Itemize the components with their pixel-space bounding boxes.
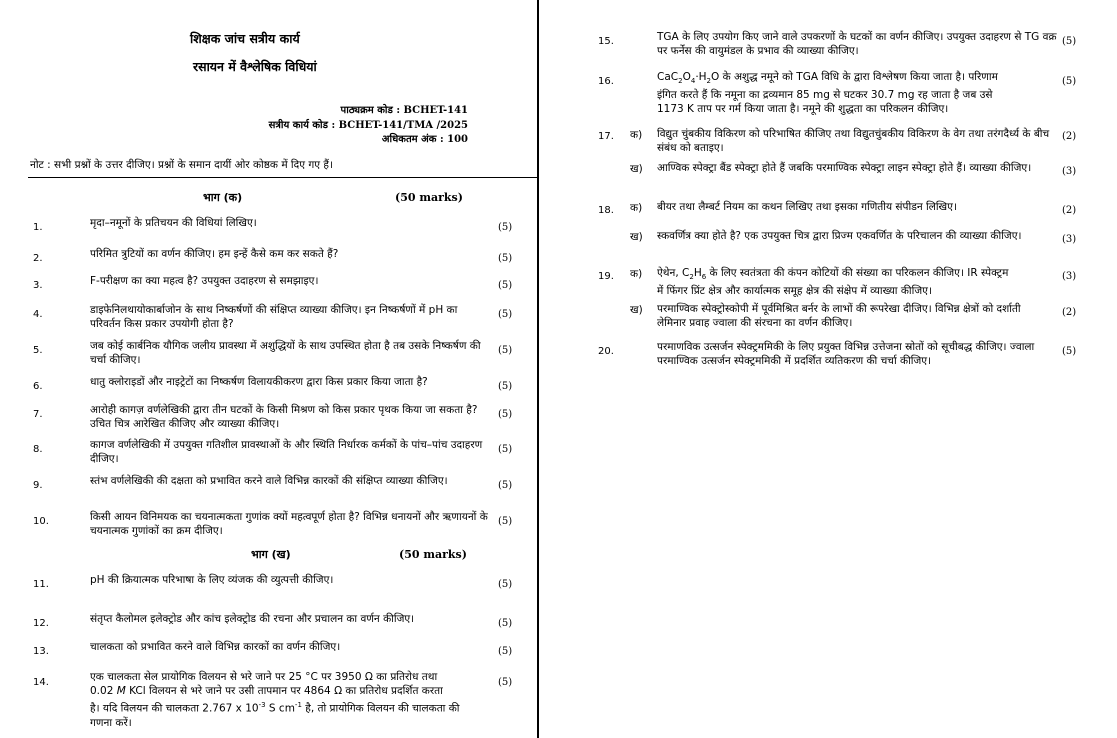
- question-text: परमाणविक उत्सर्जन स्पेक्ट्रममिकी के लिए प्रयुक्त विभिन्न उत्तेजना स्रोतों को सूचीबद्ध कीजिए। ज्वाला परमाण्विक उत्सर्जन स्पेक्ट्रममिकी में प्रदर्शित व्यतिकरण की चर्चा कीजिए।: [657, 341, 1035, 367]
- question-marks: (2): [1062, 307, 1077, 318]
- question-text: डाइफेनिलथायोकार्बाजोन के साथ निष्कर्षणों की संक्षिप्त व्याख्या कीजिए। इन निष्कर्षणों में pH का परिवर्तन किस प्रकार उपयोगी होता है?: [90, 304, 458, 330]
- question-number: 16.: [598, 76, 614, 87]
- left-page: [0, 0, 537, 738]
- question-marks: (5): [498, 253, 513, 264]
- question-marks: (5): [498, 579, 513, 590]
- question-line: एक चालकता सेल प्रायोगिक विलयन से भरे जाने पर 25 °C पर 3950 Ω का प्रतिरोध तथा: [90, 671, 438, 683]
- question-number: 11.: [33, 579, 49, 590]
- question-text: आण्विक स्पेक्ट्रा बैंड स्पेक्ट्रा होते हैं जबकि परमाण्विक स्पेक्ट्रा लाइन स्पेक्ट्रा होते हैं। व्याख्या कीजिए।: [657, 162, 1032, 174]
- question-number: 2.: [33, 253, 43, 264]
- section-b-label: भाग (ख): [251, 548, 291, 561]
- question-number: 6.: [33, 381, 43, 392]
- question-text: संतृप्त कैलोमल इलेक्ट्रोड और कांच इलेक्ट्रोड की रचना और प्रचालन का वर्णन कीजिए।: [90, 613, 415, 625]
- doc-title: शिक्षक जांच सत्रीय कार्य: [190, 31, 300, 46]
- question-text: स्तंभ वर्णलेखिकी की दक्षता को प्रभावित करने वाले विभिन्न कारकों की संक्षिप्त व्याख्या कीजिए।: [90, 475, 448, 487]
- question-number: 5.: [33, 345, 43, 356]
- question-line: ऐथेन, $C_2H_6$ के लिए स्वतंत्रता की कंपन कोटियों की संख्या का परिकलन कीजिए। IR स्पेक्ट्रम: [657, 267, 1009, 282]
- question-marks: (3): [1062, 271, 1077, 282]
- question-number: 20.: [598, 346, 614, 357]
- question-number: 9.: [33, 480, 43, 491]
- question-text: [90, 670, 490, 730]
- subpart-label: ख): [630, 231, 643, 243]
- question-text: pH की क्रियात्मक परिभाषा के लिए व्यंजक की व्युत्पत्ती कीजिए।: [90, 574, 334, 586]
- question-text: परमाण्विक स्पेक्ट्रोस्कोपी में पूर्वमिश्रित बर्नर के लाभों की रूपरेखा दीजिए। विभिन्न क्षेत्रों को दर्शाती लेमिनार प्रवाह ज्वाला की संरचना का वर्णन कीजिए।: [657, 303, 1021, 329]
- question-text: किसी आयन विनिमयक का चयनात्मकता गुणांक क्यों महत्वपूर्ण होता है? विभिन्न धनायनों और ऋणायनों के चयनात्मक गुणांकों का क्रम दीजिए।: [90, 511, 488, 537]
- section-a-label: भाग (क): [203, 191, 243, 204]
- assignment-code: सत्रीय कार्य कोड : BCHET-141/TMA /2025: [268, 120, 468, 131]
- question-line: गणना करें।: [90, 716, 132, 729]
- question-text: कागज वर्णलेखिकी में उपयुक्त गतिशील प्रावस्थाओं के और स्थिति निर्धारक कर्मकों के पांच–पांच उदाहरण दीजिए।: [90, 439, 483, 465]
- subpart-label: क): [630, 129, 643, 141]
- question-line: $CaC_2O_4\cdot H_2O$ के अशुद्ध नमूने को TGA विधि के द्वारा विश्लेषण किया जाता है। परिणाम: [657, 71, 998, 86]
- question-text: F-परीक्षण का क्या महत्व है? उपयुक्त उदाहरण से समझाइए।: [90, 275, 319, 287]
- question-marks: (5): [1062, 36, 1077, 47]
- question-line: है। यदि विलयन की चालकता 2.767 x $10^{-3}$ S $cm^{-1}$ है, तो प्रायोगिक विलयन की चालकता की: [90, 701, 460, 715]
- doc-subtitle: रसायन में वैश्लेषिक विधियां: [193, 59, 317, 74]
- question-number: 12.: [33, 618, 49, 629]
- question-number: 3.: [33, 280, 43, 291]
- question-line: इंगित करते हैं कि नमूना का द्रव्यमान 85 mg से घटकर 30.7 mg रह जाता है जब उसे: [657, 89, 993, 102]
- question-number: 13.: [33, 646, 49, 657]
- question-text: बीयर तथा लैम्बर्ट नियम का कथन लिखिए तथा इसका गणितीय संपीडन लिखिए।: [657, 201, 957, 213]
- question-text: धातु क्लोराइडों और नाइट्रेटों का निष्कर्षण विलायकीकरण द्वारा किस प्रकार किया जाता है?: [90, 376, 428, 388]
- subpart-label: ख): [630, 304, 643, 316]
- question-text: स्कवर्णित्र क्या होते है? एक उपयुक्त चित्र द्वारा प्रिज्म एकवर्णित के परिचालन की व्याख्या कीजिए।: [657, 230, 1022, 242]
- question-marks: (5): [1062, 346, 1077, 357]
- max-marks: अधिकतम अंक : 100: [381, 134, 468, 145]
- subpart-label: ख): [630, 163, 643, 175]
- section-b-marks: (50 marks): [399, 548, 467, 561]
- question-number: 7.: [33, 409, 43, 420]
- question-marks: (5): [498, 516, 513, 527]
- question-number: 1.: [33, 222, 43, 233]
- question-marks: (5): [498, 646, 513, 657]
- question-marks: (5): [498, 444, 513, 455]
- divider-line: [28, 177, 537, 178]
- question-text: TGA के लिए उपयोग किए जाने वाले उपकरणों के घटकों का वर्णन कीजिए। उपयुक्त उदाहरण से TG वक्र पर फर्नेस की वायुमंडल के प्रभाव की व्याख्या कीजिए।: [657, 31, 1057, 57]
- course-code: पाठ्यक्रम कोड : BCHET-141: [340, 105, 468, 116]
- question-marks: (5): [498, 618, 513, 629]
- question-text: आरोही कागज़ वर्णलेखिकी द्वारा तीन घटकों के किसी मिश्रण को किस प्रकार पृथक किया जा सकता है? उचित चित्र आरेखित कीजिए और व्याख्या कीजिए।: [90, 404, 478, 430]
- question-marks: (5): [498, 381, 513, 392]
- question-marks: (5): [498, 222, 513, 233]
- section-a-marks: (50 marks): [395, 191, 463, 204]
- question-marks: (5): [1062, 76, 1077, 87]
- question-number: 19.: [598, 271, 614, 282]
- question-text: परिमित त्रुटियों का वर्णन कीजिए। हम इन्हें कैसे कम कर सकते हैं?: [90, 248, 339, 260]
- question-line: 1173 K ताप पर गर्म किया जाता है। नमूने की शुद्धता का परिकलन कीजिए।: [657, 103, 949, 116]
- question-number: 10.: [33, 516, 49, 527]
- question-text: जब कोई कार्बनिक यौगिक जलीय प्रावस्था में अशुद्धियों के साथ उपस्थित होता है तब उसके निष्कर्षण की चर्चा कीजिए।: [90, 340, 481, 366]
- question-line: 0.02 M KCl विलयन से भरे जाने पर उसी तापमान पर 4864 Ω का प्रतिरोध प्रदर्शित करता: [90, 685, 443, 697]
- subpart-label: क): [630, 202, 643, 214]
- question-text: [657, 70, 1057, 116]
- question-marks: (5): [498, 280, 513, 291]
- question-marks: (3): [1062, 234, 1077, 245]
- question-line: में फिंगर प्रिंट क्षेत्र और कार्यात्मक समूह क्षेत्र की संक्षेप में व्याख्या कीजिए।: [657, 285, 932, 298]
- question-text: मृदा–नमूनों के प्रतिचयन की विधियां लिखिए।: [90, 217, 257, 229]
- question-number: 8.: [33, 444, 43, 455]
- question-marks: (3): [1062, 166, 1077, 177]
- question-number: 17.: [598, 131, 614, 142]
- question-marks: (5): [498, 677, 513, 688]
- instructions-note: नोट : सभी प्रश्नों के उत्तर दीजिए। प्रश्नों के समान दायीं ओर कोष्ठक में दिए गए हैं।: [30, 159, 333, 171]
- question-marks: (5): [498, 309, 513, 320]
- question-marks: (5): [498, 345, 513, 356]
- question-text: विद्युत चुंबकीय विकिरण को परिभाषित कीजिए तथा विद्युतचुंबकीय विकिरण के वेग तथा तरंगदैर्ध्य के बीच संबंध को बताइए।: [657, 128, 1050, 154]
- subpart-label: क): [630, 268, 643, 280]
- question-marks: (2): [1062, 205, 1077, 216]
- question-marks: (2): [1062, 131, 1077, 142]
- question-marks: (5): [498, 480, 513, 491]
- question-marks: (5): [498, 409, 513, 420]
- question-text: चालकता को प्रभावित करने वाले विभिन्न कारकों का वर्णन कीजिए।: [90, 641, 341, 653]
- question-text: [657, 266, 1057, 298]
- question-number: 18.: [598, 205, 614, 216]
- question-number: 14.: [33, 677, 49, 688]
- question-number: 4.: [33, 309, 43, 320]
- page-divider: [537, 0, 539, 738]
- question-number: 15.: [598, 36, 614, 47]
- right-page: [540, 0, 1117, 738]
